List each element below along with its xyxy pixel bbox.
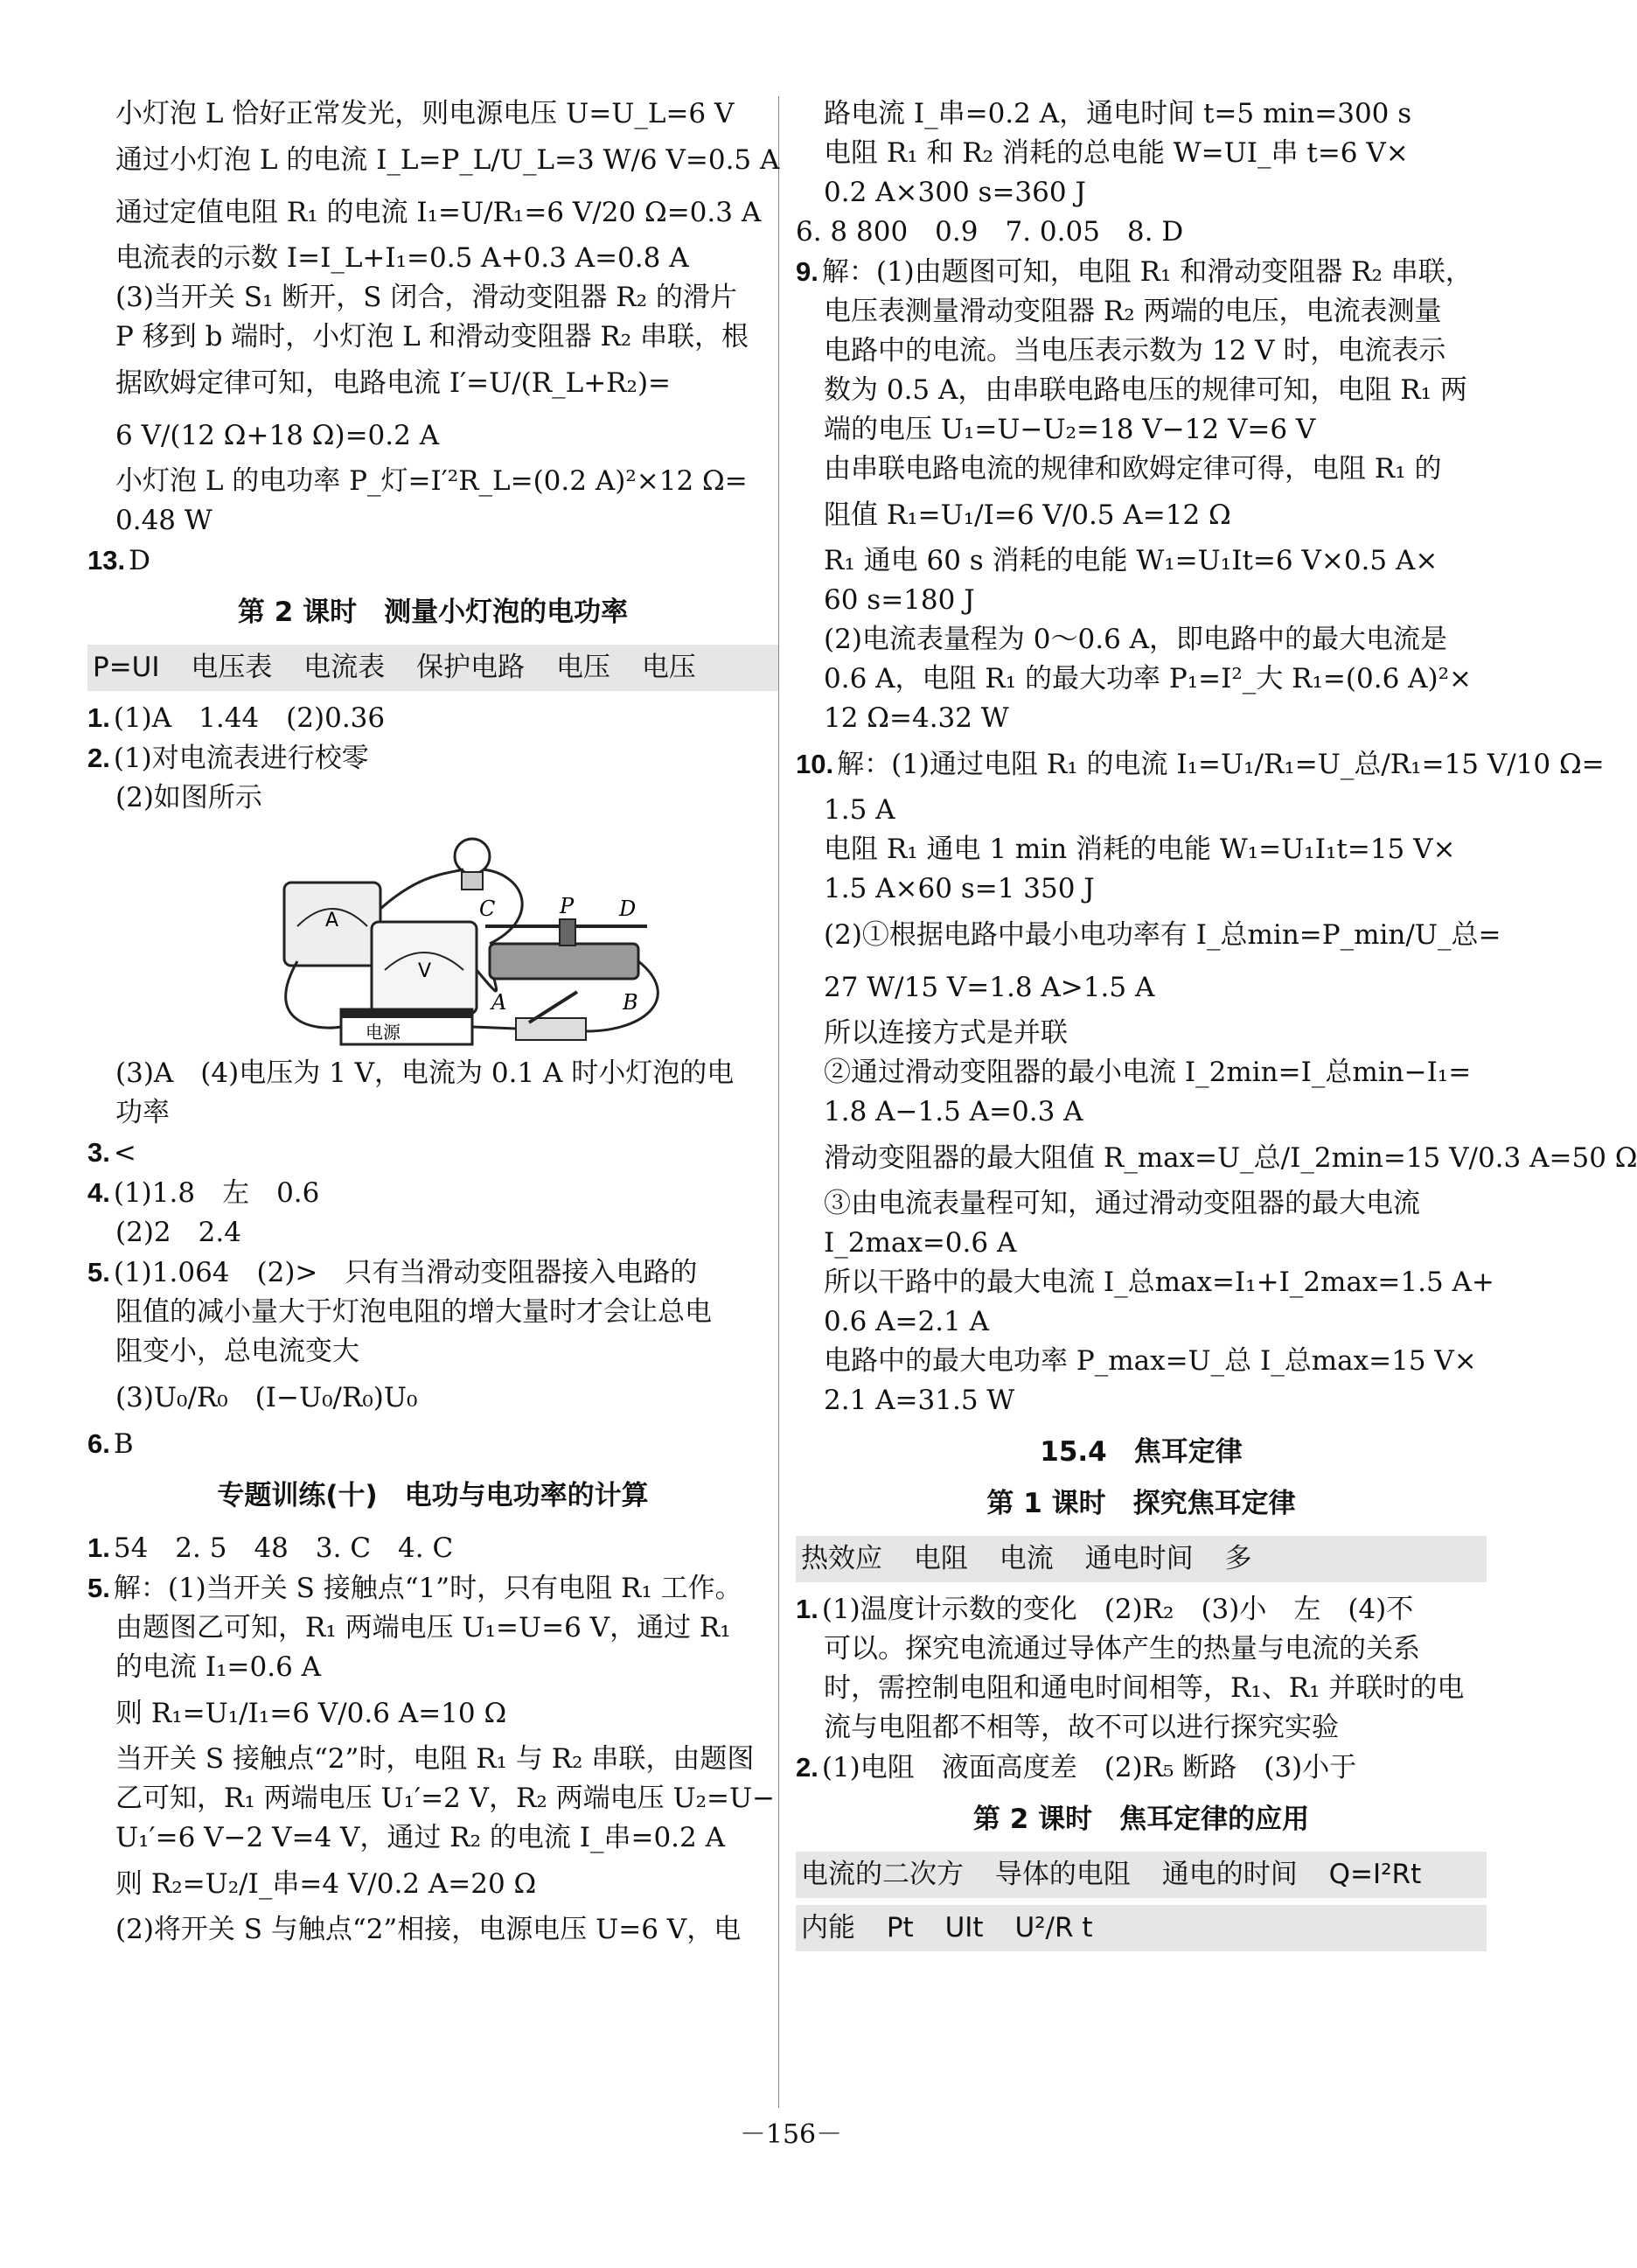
text-line: 阻值 R₁=U₁/I=6 V/0.5 A=12 Ω [824,499,1231,531]
text-line: 电压表测量滑动变阻器 R₂ 两端的电压，电流表测量 [824,296,1442,327]
text-line: 阻变小，总电流变大 [115,1336,359,1367]
text-line: 0.2 A×300 s=360 J [824,177,1086,208]
text-line: 12 Ω=4.32 W [824,702,1009,734]
answer-item [87,698,778,738]
terminal-label-p: P [560,894,575,918]
section-title: 第 2 课时 焦耳定律的应用 [972,1804,1310,1835]
terminal-label-a: A [491,990,507,1015]
text-line: (2)2 2.4 [115,1217,241,1248]
page-number: －156－ [739,2119,843,2150]
question-number: 1. [796,1594,818,1624]
answer-item [87,1528,778,1568]
text-line: 0.6 A，电阻 R₁ 的最大功率 P₁=I²_大 R₁=(0.6 A)²× [824,663,1473,694]
answer-text: (1)A 1.44 (2)0.36 [113,702,386,734]
answer-item [796,1748,1487,1788]
answer-item [87,1133,778,1173]
right-column [796,94,1637,1958]
question-number: 3. [87,1137,110,1168]
text-line: 阻值的减小量大于灯泡电阻的增大量时才会让总电 [115,1296,712,1328]
text-line: 电流表的示数 I=I_L+I₁=0.5 A+0.3 A=0.8 A [115,242,689,274]
section-title: 专题训练(十) 电功与电功率的计算 [217,1480,649,1511]
text-line: U₁′=6 V−2 V=4 V，通过 R₂ 的电流 I_串=0.2 A [115,1822,725,1853]
text-line: 流与电阻都不相等，故不可以进行探究实验 [824,1712,1339,1743]
text-line: 数为 0.5 A，由串联电路电压的规律可知，电阻 R₁ 两 [824,374,1467,406]
band-term: 导体的电阻 [994,1859,1131,1890]
section-title: 第 2 课时 测量小灯泡的电功率 [237,597,629,628]
band-term: U²/R t [1014,1912,1093,1944]
text-line: 端的电压 U₁=U−U₂=18 V−12 V=6 V [824,414,1316,445]
text-line: 1.8 A−1.5 A=0.3 A [824,1096,1083,1127]
text-line: 1.5 A×60 s=1 350 J [824,873,1095,904]
question-number: 1. [87,702,110,733]
terminal-label-c: C [479,897,496,921]
text-line: ③由电流表量程可知，通过滑动变阻器的最大电流 [824,1188,1420,1219]
answer-text: 解：(1)通过电阻 R₁ 的电流 I₁=U₁/R₁=U_总/R₁=15 V/10 Ω= [837,749,1605,780]
answer-text: 54 2. 5 48 3. C 4. C [113,1532,454,1564]
terminal-label-b: B [623,990,638,1015]
voltmeter-label: V [418,960,432,982]
text-line: I_2max=0.6 A [824,1227,1017,1259]
answer-item [87,1253,778,1293]
fill-in-band [796,1852,1487,1898]
band-term: 电流表 [303,652,386,683]
answer-text: 解：(1)由题图可知，电阻 R₁ 和滑动变阻器 R₂ 串联， [821,256,1473,288]
text-line: 由串联电路电流的规律和欧姆定律可得，电阻 R₁ 的 [824,453,1442,485]
text-line: 当开关 S 接触点“2”时，电阻 R₁ 与 R₂ 串联，由题图 [115,1743,755,1775]
column-divider [778,96,779,2108]
answer-text: D [129,545,150,576]
answer-item [87,1568,778,1609]
band-term: 电压 [641,652,696,683]
answer-text: (1)电阻 液面高度差 (2)R₅ 断路 (3)小于 [821,1752,1357,1783]
text-line: 60 s=180 J [824,584,975,616]
answer-text: (1)1.064 (2)> 只有当滑动变阻器接入电路的 [113,1257,698,1288]
circuit-diagram [87,821,700,1049]
text-line: (3)U₀/R₀ (I−U₀/R₀)U₀ [115,1382,418,1413]
answer-item [87,1424,778,1464]
text-line: 电阻 R₁ 通电 1 min 消耗的电能 W₁=U₁I₁t=15 V× [824,834,1456,865]
left-column [87,94,778,1950]
question-number: 5. [87,1257,110,1288]
answer-text: B [113,1428,134,1460]
text-line: P 移到 b 端时，小灯泡 L 和滑动变阻器 R₂ 串联，根 [115,321,749,352]
question-number: 4. [87,1177,110,1208]
text-line: 据欧姆定律可知，电路电流 I′=U/(R_L+R₂)= [115,367,672,399]
question-number: 6. [87,1428,110,1459]
text-line: 所以干路中的最大电流 I_总max=I₁+I_2max=1.5 A+ [824,1267,1494,1298]
terminal-label-d: D [619,897,637,921]
text-line: 小灯泡 L 的电功率 P_灯=I′²R_L=(0.2 A)²×12 Ω= [115,465,748,497]
band-term: Q=I²Rt [1328,1859,1422,1890]
text-line: 27 W/15 V=1.8 A>1.5 A [824,972,1155,1003]
band-term: 电压 [555,652,610,683]
text-line: 1.5 A [824,794,895,826]
power-supply-label: 电源 [366,1022,401,1043]
answer-item [87,1173,778,1213]
question-number: 5. [87,1573,110,1603]
band-term: 电流 [999,1543,1054,1574]
text-line: 可以。探究电流通过导体产生的热量与电流的关系 [824,1633,1420,1664]
text-line: 电路中的电流。当电压表示数为 12 V 时，电流表示 [824,335,1446,366]
band-term: 多 [1224,1543,1252,1574]
ammeter-label: A [325,910,339,932]
circuit-figure [87,821,700,1049]
answer-text: (1)对电流表进行校零 [113,743,369,774]
answer-item [87,541,778,581]
question-number: 9. [796,256,818,287]
text-line: 通过定值电阻 R₁ 的电流 I₁=U/R₁=6 V/20 Ω=0.3 A [115,197,762,228]
text-line: (3)当开关 S₁ 断开，S 闭合，滑动变阻器 R₂ 的滑片 [115,282,737,313]
text-line: 2.1 A=31.5 W [824,1385,1015,1416]
answer-text: 解：(1)当开关 S 接触点“1”时，只有电阻 R₁ 工作。 [113,1573,742,1604]
answer-item [796,1589,1487,1629]
answer-item [87,738,778,778]
switch-icon [516,1018,586,1040]
text-line: R₁ 通电 60 s 消耗的电能 W₁=U₁It=6 V×0.5 A× [824,545,1438,576]
band-term: 热效应 [801,1543,882,1574]
band-term: 电流的二次方 [801,1859,964,1890]
text-line: (2)如图所示 [115,782,262,813]
band-term: P=UI [93,652,160,683]
question-number: 1. [87,1532,110,1563]
rheostat-icon [490,944,638,979]
text-line: 电路中的最大电功率 P_max=U_总 I_总max=15 V× [824,1345,1477,1377]
text-line: (2)①根据电路中最小电功率有 I_总min=P_min/U_总= [824,919,1501,951]
text-line: 则 R₁=U₁/I₁=6 V/0.6 A=10 Ω [115,1698,507,1729]
answer-item: 6. 8 800 0.9 7. 0.05 8. D [796,216,1184,248]
question-number: 13. [87,545,126,576]
section-title: 第 1 课时 探究焦耳定律 [986,1488,1296,1519]
question-number: 2. [87,743,110,773]
text-line: (3)A (4)电压为 1 V，电流为 0.1 A 时小灯泡的电 [115,1057,735,1089]
answer-text: < [113,1137,136,1169]
text-line: (2)将开关 S 与触点“2”相接，电源电压 U=6 V，电 [115,1914,742,1945]
text-line: 所以连接方式是并联 [824,1017,1068,1049]
text-line: (2)电流表量程为 0～0.6 A，即电路中的最大电流是 [824,624,1448,655]
band-term: 电阻 [913,1543,968,1574]
text-line: 的电流 I₁=0.6 A [115,1651,322,1683]
text-line: 功率 [115,1097,170,1128]
text-line: 则 R₂=U₂/I_串=4 V/0.2 A=20 Ω [115,1868,537,1900]
question-number: 2. [796,1752,818,1783]
text-line: 0.6 A=2.1 A [824,1306,990,1337]
fill-in-band [796,1905,1487,1951]
chapter-title: 15.4 焦耳定律 [1040,1436,1243,1468]
text-line: 通过小灯泡 L 的电流 I_L=P_L/U_L=3 W/6 V=0.5 A [115,144,780,176]
answer-item [796,738,1605,791]
band-term: 保护电路 [416,652,526,683]
band-term: Pt [886,1912,914,1944]
text-line: 滑动变阻器的最大阻值 R_max=U_总/I_2min=15 V/0.3 A=50 Ω [824,1142,1637,1174]
question-number: 10. [796,749,834,779]
fill-in-band [87,645,778,691]
answer-text: (1)1.8 左 0.6 [113,1177,320,1209]
fill-in-band [796,1536,1487,1582]
band-term: UIt [944,1912,984,1944]
band-term: 电压表 [191,652,273,683]
text-line: 小灯泡 L 恰好正常发光，则电源电压 U=U_L=6 V [115,98,735,129]
text-line: 时，需控制电阻和通电时间相等，R₁、R₁ 并联时的电 [824,1672,1465,1704]
answer-item [796,252,1487,292]
text-line: 0.48 W [115,505,212,536]
text-line: 乙可知，R₁ 两端电压 U₁′=2 V，R₂ 两端电压 U₂=U− [115,1783,776,1814]
answer-text: (1)温度计示数的变化 (2)R₂ (3)小 左 (4)不 [821,1594,1414,1625]
text-line: 路电流 I_串=0.2 A，通电时间 t=5 min=300 s [824,98,1412,129]
band-term: 内能 [801,1912,855,1944]
text-line: 电阻 R₁ 和 R₂ 消耗的总电能 W=UI_串 t=6 V× [824,137,1409,169]
text-line: 由题图乙可知，R₁ 两端电压 U₁=U=6 V，通过 R₁ [115,1612,731,1643]
band-term: 通电的时间 [1161,1859,1298,1890]
band-term: 通电时间 [1084,1543,1194,1574]
text-line: ②通过滑动变阻器的最小电流 I_2min=I_总min−I₁= [824,1057,1472,1088]
text-line: 6 V/(12 Ω+18 Ω)=0.2 A [115,420,440,451]
